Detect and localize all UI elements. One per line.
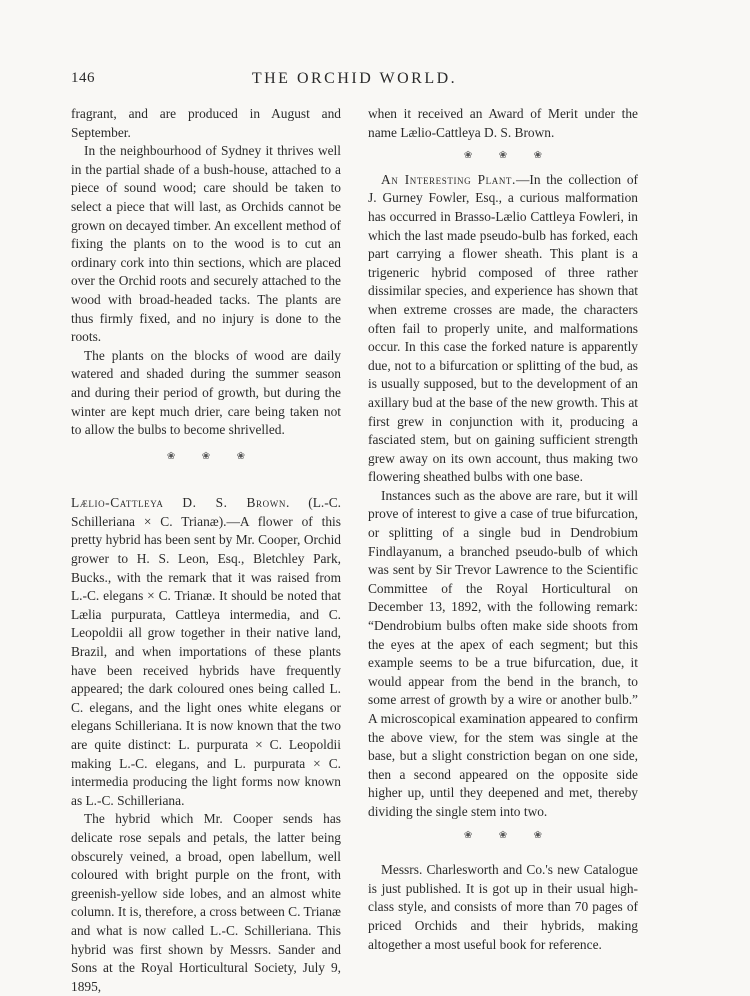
article-heading: An Interesting Plant. bbox=[381, 171, 516, 187]
paragraph-bifurcation: Instances such as the above are rare, but it will prove of interest to give a case of true bifurcation, or splitting of a single bud in Dendrobium Findlayanum, a branched pseudo-bulb of which was sent by Sir Trevor Lawrence to the Scientific Committee of the Royal Horticultural on December 13, 1892, with the following remark: “Dendrobium bulbs often make side shoots from the eyes at the apex of each segment; but this example seems to be a true bifurcation, due, it would appear from the bend in the branch, to some arrest of growth by a wire or another bulb.” A microscopical examination appeared to confirm the above view, for the stem was single at the base, but a slight constriction began on one side, then a second appeared on the opposite side higher up, until they deepened and met, thereby dividing the single stem into two. bbox=[368, 487, 638, 819]
paragraph-hybrid-description: The hybrid which Mr. Cooper sends has delicate rose sepals and petals, the latter being obscurely veined, a broad, open labellum, well coloured with bright purple on the front, with greenish-yellow side lobes, and an almost white column. It is, therefore, a cross between C. Trianæ and what is now called L.-C. Schilleriana. This hybrid was first shown by Messrs. Sander and Sons at the Royal Horticultural Society, July 9, 1895, bbox=[71, 811, 341, 994]
paragraph-award: when it received an Award of Merit under the name Lælio-Cattleya D. S. Brown. bbox=[368, 106, 638, 140]
section-ornament: ❀ ❀ ❀ bbox=[463, 150, 555, 162]
paragraph-continued: fragrant, and are produced in August and September. bbox=[71, 106, 341, 140]
article-heading: Lælio-Cattleya D. S. Brown. bbox=[71, 495, 290, 511]
running-head bbox=[71, 70, 638, 90]
right-column bbox=[368, 105, 638, 954]
article-body: —In the collection of J. Gurney Fowler, Esq., a curious malformation has occurred in Brasso-Lælio Cattleya Fowleri, in which the last made pseudo-bulb has forked, each part carrying a flower sheath. This plant is a trigeneric hybrid composed of three rather dissimilar species, and experience has shown that when extreme crosses are made, the characters often fail to properly unite, and malformations occur. In this case the forked nature is apparently due, not to a bifurcation or splitting of the bud, as is usually supposed, but to the development of an axillary bud at the base of the new growth. This at first grew in conjunction with it, producing a fasciated stem, but on gaining sufficient strength grew away on its own account, thus making two flowering sheathed bulbs with one base. bbox=[368, 171, 638, 485]
article-laelio-cattleya bbox=[71, 494, 341, 810]
article-interesting-plant bbox=[368, 171, 638, 487]
article-body: (L.-C. Schilleriana × C. Trianæ).—A flower of this pretty hybrid has been sent by Mr. Cooper, Orchid grower to H. S. Leon, Esq., Bletchley Park, Bucks., with the remark that it was raised from L.-C. elegans × C. Trianæ. It should be noted that Lælia purpurata, Cattleya intermedia, and C. Leopoldii all grow together in their native land, Brazil, and when importations of these plants have been received hybrids have frequently appeared; the dark coloured ones being called L. C. elegans, and the light ones white elegans or elegans Schilleriana. It is now known that the two are quite distinct: L. purpurata × C. Leopoldii making L.-C. elegans, and L. purpurata × C. intermedia producing the light forms now known as L.-C. Schilleriana. bbox=[71, 495, 341, 808]
paragraph-watering: The plants on the blocks of wood are daily watered and shaded during the summer season and during their period of growth, but during the winter are kept much drier, care being taken not to allow the bulbs to become shrivelled. bbox=[71, 347, 341, 438]
left-column bbox=[71, 105, 341, 996]
section-ornament: ❀ ❀ ❀ bbox=[463, 829, 555, 841]
section-ornament: ❀ ❀ ❀ bbox=[166, 450, 258, 462]
page-number: 146 bbox=[71, 70, 95, 86]
paragraph-catalogue-notice: Messrs. Charlesworth and Co.'s new Catalogue is just published. It is got up in their usual high-class style, and consists of more than 70 pages of priced Orchids and their hybrids, making altogether a most useful book for reference. bbox=[368, 862, 638, 952]
journal-title: THE ORCHID WORLD. bbox=[251, 70, 458, 87]
paragraph-sydney-culture: In the neighbourhood of Sydney it thrives well in the partial shade of a bush-house, attached to a piece of sound wood; care should be taken to select a piece that will last, as Orchids cannot be grown on decayed timber. An excellent method of fixing the plants on to the wood is to cut an ordinary cork into thin sections, which are placed over the Orchid roots and securely attached to the wood with broad-headed tacks. The plants are thus firmly fixed, and no injury is done to the roots. bbox=[71, 143, 341, 345]
